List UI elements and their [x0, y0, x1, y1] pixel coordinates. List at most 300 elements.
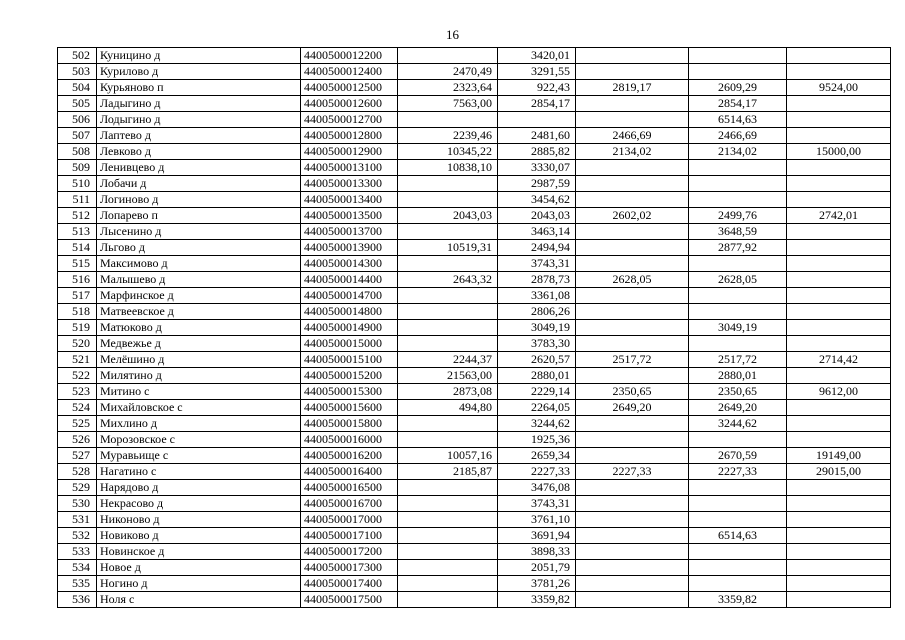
settlement-code-cell: 4400500015200: [301, 368, 398, 384]
value-col-2-cell: 3049,19: [498, 320, 576, 336]
value-col-4-cell: 2854,17: [689, 96, 787, 112]
value-col-1-cell: 2244,37: [398, 352, 498, 368]
settlement-name-cell: Нарядово д: [97, 480, 301, 496]
value-col-2-cell: 2806,26: [498, 304, 576, 320]
settlement-name-cell: Мелёшино д: [97, 352, 301, 368]
value-col-1-cell: 10838,10: [398, 160, 498, 176]
value-col-2-cell: 3743,31: [498, 256, 576, 272]
value-col-5-cell: [787, 176, 891, 192]
row-number-cell: 513: [58, 224, 97, 240]
row-number-cell: 518: [58, 304, 97, 320]
value-col-3-cell: [576, 304, 689, 320]
value-col-5-cell: 19149,00: [787, 448, 891, 464]
settlement-code-cell: 4400500015800: [301, 416, 398, 432]
value-col-3-cell: [576, 288, 689, 304]
value-col-5-cell: [787, 272, 891, 288]
table-row: [58, 176, 891, 192]
settlement-code-cell: 4400500012900: [301, 144, 398, 160]
value-col-2-cell: 1925,36: [498, 432, 576, 448]
value-col-3-cell: 2350,65: [576, 384, 689, 400]
settlement-code-cell: 4400500017000: [301, 512, 398, 528]
row-number-cell: 523: [58, 384, 97, 400]
value-col-1-cell: [398, 176, 498, 192]
value-col-3-cell: [576, 416, 689, 432]
value-col-1-cell: 494,80: [398, 400, 498, 416]
value-col-5-cell: [787, 432, 891, 448]
value-col-5-cell: [787, 560, 891, 576]
value-col-2-cell: 2481,60: [498, 128, 576, 144]
value-col-2-cell: 3463,14: [498, 224, 576, 240]
value-col-4-cell: [689, 288, 787, 304]
row-number-cell: 520: [58, 336, 97, 352]
value-col-5-cell: [787, 400, 891, 416]
value-col-1-cell: 2643,32: [398, 272, 498, 288]
settlement-code-cell: 4400500017400: [301, 576, 398, 592]
table-row: [58, 432, 891, 448]
value-col-4-cell: [689, 432, 787, 448]
value-col-5-cell: [787, 512, 891, 528]
row-number-cell: 504: [58, 80, 97, 96]
value-col-3-cell: [576, 480, 689, 496]
row-number-cell: 531: [58, 512, 97, 528]
row-number-cell: 512: [58, 208, 97, 224]
settlement-name-cell: Медвежье д: [97, 336, 301, 352]
value-col-3-cell: 2517,72: [576, 352, 689, 368]
value-col-1-cell: 7563,00: [398, 96, 498, 112]
value-col-3-cell: 2227,33: [576, 464, 689, 480]
value-col-3-cell: 2466,69: [576, 128, 689, 144]
row-number-cell: 528: [58, 464, 97, 480]
settlement-name-cell: Логиново д: [97, 192, 301, 208]
value-col-3-cell: [576, 496, 689, 512]
value-col-4-cell: [689, 512, 787, 528]
settlement-name-cell: Муравьище с: [97, 448, 301, 464]
settlement-name-cell: Лаптево д: [97, 128, 301, 144]
value-col-4-cell: 2517,72: [689, 352, 787, 368]
row-number-cell: 529: [58, 480, 97, 496]
value-col-5-cell: [787, 304, 891, 320]
value-col-4-cell: [689, 304, 787, 320]
table-row: [58, 512, 891, 528]
value-col-4-cell: [689, 576, 787, 592]
value-col-4-cell: 2628,05: [689, 272, 787, 288]
row-number-cell: 526: [58, 432, 97, 448]
settlement-code-cell: 4400500012700: [301, 112, 398, 128]
settlement-code-cell: 4400500015300: [301, 384, 398, 400]
value-col-1-cell: [398, 528, 498, 544]
value-col-5-cell: [787, 192, 891, 208]
settlement-name-cell: Морозовское с: [97, 432, 301, 448]
value-col-1-cell: 10345,22: [398, 144, 498, 160]
value-col-2-cell: 2987,59: [498, 176, 576, 192]
row-number-cell: 525: [58, 416, 97, 432]
value-col-2-cell: 2229,14: [498, 384, 576, 400]
value-col-3-cell: 2819,17: [576, 80, 689, 96]
table-row: [58, 128, 891, 144]
settlement-name-cell: Ладыгино д: [97, 96, 301, 112]
table-row: [58, 528, 891, 544]
settlement-code-cell: 4400500017100: [301, 528, 398, 544]
value-col-4-cell: [689, 48, 787, 64]
table-row: [58, 48, 891, 64]
settlement-code-cell: 4400500016200: [301, 448, 398, 464]
value-col-4-cell: [689, 192, 787, 208]
row-number-cell: 533: [58, 544, 97, 560]
value-col-2-cell: [498, 112, 576, 128]
value-col-5-cell: [787, 576, 891, 592]
table-row: [58, 144, 891, 160]
value-col-5-cell: [787, 416, 891, 432]
value-col-5-cell: [787, 112, 891, 128]
value-col-1-cell: [398, 496, 498, 512]
settlement-code-cell: 4400500017500: [301, 592, 398, 608]
table-row: [58, 96, 891, 112]
value-col-2-cell: 3420,01: [498, 48, 576, 64]
settlement-code-cell: 4400500014400: [301, 272, 398, 288]
value-col-3-cell: [576, 192, 689, 208]
table-body: [58, 48, 891, 608]
value-col-2-cell: 2878,73: [498, 272, 576, 288]
row-number-cell: 519: [58, 320, 97, 336]
value-col-5-cell: 15000,00: [787, 144, 891, 160]
value-col-3-cell: [576, 448, 689, 464]
settlement-name-cell: Курилово д: [97, 64, 301, 80]
settlement-name-cell: Некрасово д: [97, 496, 301, 512]
row-number-cell: 536: [58, 592, 97, 608]
table-row: [58, 224, 891, 240]
table-row: [58, 320, 891, 336]
table-row: [58, 336, 891, 352]
settlement-name-cell: Лодыгино д: [97, 112, 301, 128]
row-number-cell: 508: [58, 144, 97, 160]
settlement-name-cell: Ногино д: [97, 576, 301, 592]
table-row: [58, 256, 891, 272]
value-col-3-cell: [576, 112, 689, 128]
value-col-2-cell: 2494,94: [498, 240, 576, 256]
settlement-name-cell: Лопарево п: [97, 208, 301, 224]
settlement-name-cell: Лобачи д: [97, 176, 301, 192]
row-number-cell: 516: [58, 272, 97, 288]
value-col-1-cell: 21563,00: [398, 368, 498, 384]
value-col-5-cell: [787, 592, 891, 608]
value-col-5-cell: [787, 480, 891, 496]
value-col-1-cell: [398, 592, 498, 608]
settlement-name-cell: Ноля с: [97, 592, 301, 608]
value-col-2-cell: 3761,10: [498, 512, 576, 528]
value-col-4-cell: 3244,62: [689, 416, 787, 432]
settlement-name-cell: Максимово д: [97, 256, 301, 272]
value-col-1-cell: 2239,46: [398, 128, 498, 144]
settlement-name-cell: Новинское д: [97, 544, 301, 560]
value-col-3-cell: [576, 176, 689, 192]
settlement-name-cell: Лысенино д: [97, 224, 301, 240]
value-col-4-cell: [689, 544, 787, 560]
settlement-code-cell: 4400500013300: [301, 176, 398, 192]
table-row: [58, 352, 891, 368]
value-col-4-cell: [689, 256, 787, 272]
value-col-5-cell: 29015,00: [787, 464, 891, 480]
value-col-5-cell: [787, 528, 891, 544]
table-row: [58, 160, 891, 176]
value-col-2-cell: 3898,33: [498, 544, 576, 560]
settlement-name-cell: Матвеевское д: [97, 304, 301, 320]
value-col-3-cell: [576, 320, 689, 336]
settlement-code-cell: 4400500014800: [301, 304, 398, 320]
table-row: [58, 576, 891, 592]
row-number-cell: 517: [58, 288, 97, 304]
value-col-4-cell: 2499,76: [689, 208, 787, 224]
value-col-3-cell: [576, 48, 689, 64]
value-col-2-cell: 2043,03: [498, 208, 576, 224]
settlement-name-cell: Курьяново п: [97, 80, 301, 96]
settlement-name-cell: Михлино д: [97, 416, 301, 432]
table-row: [58, 400, 891, 416]
row-number-cell: 522: [58, 368, 97, 384]
settlement-code-cell: 4400500015000: [301, 336, 398, 352]
settlement-code-cell: 4400500013700: [301, 224, 398, 240]
value-col-1-cell: [398, 256, 498, 272]
settlement-code-cell: 4400500012600: [301, 96, 398, 112]
value-col-2-cell: 2620,57: [498, 352, 576, 368]
value-col-2-cell: 3476,08: [498, 480, 576, 496]
table-row: [58, 112, 891, 128]
settlement-code-cell: 4400500014700: [301, 288, 398, 304]
table-row: [58, 64, 891, 80]
value-col-3-cell: [576, 592, 689, 608]
settlement-code-cell: 4400500016700: [301, 496, 398, 512]
value-col-4-cell: 2227,33: [689, 464, 787, 480]
value-col-1-cell: [398, 416, 498, 432]
table-row: [58, 560, 891, 576]
value-col-4-cell: [689, 560, 787, 576]
value-col-5-cell: [787, 320, 891, 336]
value-col-3-cell: [576, 576, 689, 592]
table-row: [58, 240, 891, 256]
settlement-code-cell: 4400500013100: [301, 160, 398, 176]
value-col-3-cell: [576, 224, 689, 240]
value-col-2-cell: 3691,94: [498, 528, 576, 544]
value-col-4-cell: [689, 64, 787, 80]
table-row: [58, 592, 891, 608]
settlement-code-cell: 4400500012400: [301, 64, 398, 80]
value-col-1-cell: [398, 320, 498, 336]
row-number-cell: 503: [58, 64, 97, 80]
value-col-2-cell: 2051,79: [498, 560, 576, 576]
value-col-1-cell: [398, 336, 498, 352]
settlement-name-cell: Михайловское с: [97, 400, 301, 416]
value-col-1-cell: 2873,08: [398, 384, 498, 400]
value-col-4-cell: 6514,63: [689, 528, 787, 544]
row-number-cell: 532: [58, 528, 97, 544]
table-row: [58, 80, 891, 96]
value-col-3-cell: 2628,05: [576, 272, 689, 288]
value-col-4-cell: [689, 480, 787, 496]
value-col-3-cell: [576, 368, 689, 384]
settlement-name-cell: Митино с: [97, 384, 301, 400]
row-number-cell: 524: [58, 400, 97, 416]
value-col-2-cell: 3454,62: [498, 192, 576, 208]
table-row: [58, 192, 891, 208]
settlement-code-cell: 4400500013900: [301, 240, 398, 256]
value-col-1-cell: [398, 48, 498, 64]
value-col-1-cell: [398, 560, 498, 576]
value-col-1-cell: 2323,64: [398, 80, 498, 96]
value-col-4-cell: 2670,59: [689, 448, 787, 464]
value-col-2-cell: 922,43: [498, 80, 576, 96]
value-col-3-cell: [576, 256, 689, 272]
value-col-2-cell: 2227,33: [498, 464, 576, 480]
settlement-name-cell: Новое д: [97, 560, 301, 576]
settlement-name-cell: Новиково д: [97, 528, 301, 544]
value-col-3-cell: 2649,20: [576, 400, 689, 416]
value-col-1-cell: [398, 192, 498, 208]
value-col-1-cell: 2470,49: [398, 64, 498, 80]
value-col-4-cell: 3359,82: [689, 592, 787, 608]
value-col-4-cell: 2877,92: [689, 240, 787, 256]
settlement-code-cell: 4400500012800: [301, 128, 398, 144]
value-col-3-cell: [576, 512, 689, 528]
page-number: 16: [446, 27, 459, 42]
value-col-4-cell: 2649,20: [689, 400, 787, 416]
table-row: [58, 208, 891, 224]
value-col-5-cell: 9612,00: [787, 384, 891, 400]
value-col-1-cell: [398, 512, 498, 528]
settlement-name-cell: Левково д: [97, 144, 301, 160]
row-number-cell: 534: [58, 560, 97, 576]
value-col-1-cell: [398, 480, 498, 496]
value-col-5-cell: [787, 48, 891, 64]
table-row: [58, 272, 891, 288]
row-number-cell: 507: [58, 128, 97, 144]
value-col-5-cell: 2742,01: [787, 208, 891, 224]
value-col-4-cell: 2609,29: [689, 80, 787, 96]
settlement-name-cell: Ленивцево д: [97, 160, 301, 176]
value-col-2-cell: 3361,08: [498, 288, 576, 304]
settlement-name-cell: Никоново д: [97, 512, 301, 528]
value-col-2-cell: 2880,01: [498, 368, 576, 384]
value-col-3-cell: [576, 336, 689, 352]
table-row: [58, 480, 891, 496]
settlement-code-cell: 4400500015600: [301, 400, 398, 416]
settlements-table: [57, 47, 891, 608]
settlement-code-cell: 4400500012500: [301, 80, 398, 96]
value-col-2-cell: 2885,82: [498, 144, 576, 160]
table-row: [58, 464, 891, 480]
settlement-name-cell: Матюково д: [97, 320, 301, 336]
settlement-code-cell: 4400500016500: [301, 480, 398, 496]
value-col-5-cell: [787, 64, 891, 80]
value-col-4-cell: [689, 176, 787, 192]
row-number-cell: 506: [58, 112, 97, 128]
row-number-cell: 514: [58, 240, 97, 256]
value-col-5-cell: [787, 288, 891, 304]
value-col-4-cell: [689, 160, 787, 176]
row-number-cell: 509: [58, 160, 97, 176]
value-col-2-cell: 2264,05: [498, 400, 576, 416]
value-col-4-cell: 2880,01: [689, 368, 787, 384]
value-col-2-cell: 3330,07: [498, 160, 576, 176]
value-col-3-cell: [576, 240, 689, 256]
table-row: [58, 288, 891, 304]
value-col-3-cell: [576, 96, 689, 112]
value-col-1-cell: [398, 544, 498, 560]
settlement-name-cell: Малышево д: [97, 272, 301, 288]
settlement-code-cell: 4400500017200: [301, 544, 398, 560]
value-col-4-cell: 6514,63: [689, 112, 787, 128]
value-col-3-cell: [576, 528, 689, 544]
value-col-1-cell: [398, 576, 498, 592]
value-col-3-cell: 2602,02: [576, 208, 689, 224]
value-col-1-cell: 10519,31: [398, 240, 498, 256]
value-col-1-cell: [398, 224, 498, 240]
settlement-code-cell: 4400500017300: [301, 560, 398, 576]
value-col-5-cell: [787, 224, 891, 240]
row-number-cell: 521: [58, 352, 97, 368]
value-col-1-cell: 2043,03: [398, 208, 498, 224]
value-col-1-cell: [398, 112, 498, 128]
value-col-5-cell: 9524,00: [787, 80, 891, 96]
value-col-4-cell: 2134,02: [689, 144, 787, 160]
row-number-cell: 515: [58, 256, 97, 272]
table-row: [58, 416, 891, 432]
settlement-code-cell: 4400500014900: [301, 320, 398, 336]
value-col-5-cell: [787, 96, 891, 112]
value-col-5-cell: [787, 496, 891, 512]
value-col-4-cell: 2350,65: [689, 384, 787, 400]
value-col-4-cell: 3648,59: [689, 224, 787, 240]
row-number-cell: 510: [58, 176, 97, 192]
row-number-cell: 530: [58, 496, 97, 512]
value-col-5-cell: [787, 128, 891, 144]
table-row: [58, 368, 891, 384]
value-col-4-cell: 3049,19: [689, 320, 787, 336]
settlement-name-cell: Куницино д: [97, 48, 301, 64]
table-row: [58, 304, 891, 320]
settlement-code-cell: 4400500012200: [301, 48, 398, 64]
value-col-1-cell: 10057,16: [398, 448, 498, 464]
row-number-cell: 511: [58, 192, 97, 208]
settlement-name-cell: Милятино д: [97, 368, 301, 384]
settlement-code-cell: 4400500015100: [301, 352, 398, 368]
row-number-cell: 535: [58, 576, 97, 592]
value-col-2-cell: 2659,34: [498, 448, 576, 464]
value-col-5-cell: 2714,42: [787, 352, 891, 368]
value-col-5-cell: [787, 160, 891, 176]
table-row: [58, 544, 891, 560]
settlement-name-cell: Марфинское д: [97, 288, 301, 304]
value-col-2-cell: 2854,17: [498, 96, 576, 112]
settlement-code-cell: 4400500013400: [301, 192, 398, 208]
row-number-cell: 527: [58, 448, 97, 464]
value-col-4-cell: [689, 496, 787, 512]
settlement-name-cell: Нагатино с: [97, 464, 301, 480]
value-col-4-cell: 2466,69: [689, 128, 787, 144]
value-col-2-cell: 3291,55: [498, 64, 576, 80]
value-col-5-cell: [787, 240, 891, 256]
value-col-5-cell: [787, 336, 891, 352]
value-col-2-cell: 3783,30: [498, 336, 576, 352]
settlement-code-cell: 4400500013500: [301, 208, 398, 224]
value-col-2-cell: 3743,31: [498, 496, 576, 512]
value-col-3-cell: 2134,02: [576, 144, 689, 160]
value-col-5-cell: [787, 256, 891, 272]
value-col-2-cell: 3359,82: [498, 592, 576, 608]
settlement-code-cell: 4400500016400: [301, 464, 398, 480]
value-col-1-cell: 2185,87: [398, 464, 498, 480]
value-col-5-cell: [787, 368, 891, 384]
value-col-3-cell: [576, 432, 689, 448]
value-col-2-cell: 3781,26: [498, 576, 576, 592]
